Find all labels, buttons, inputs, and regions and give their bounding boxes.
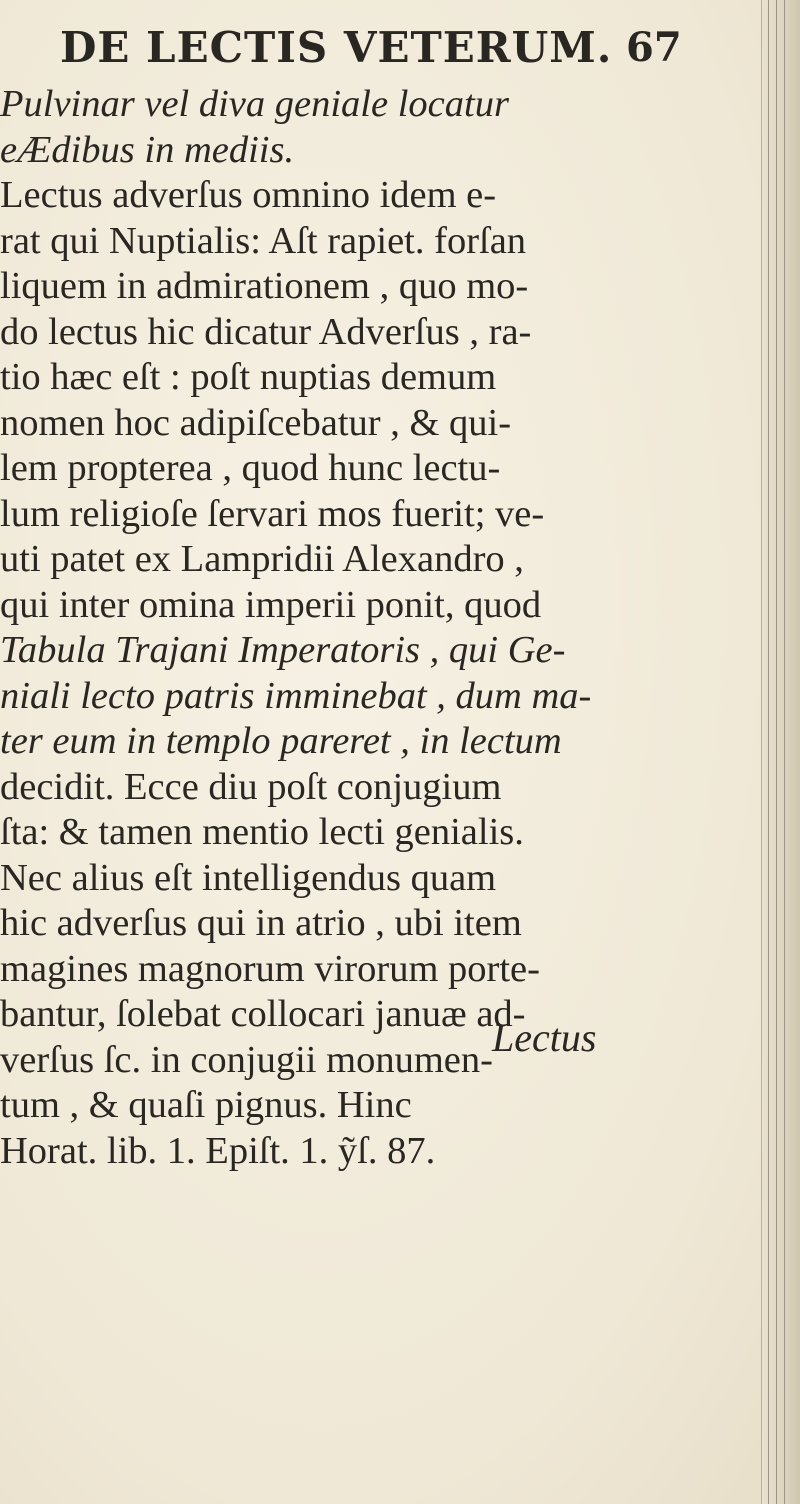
- body-text: [0, 82, 770, 1174]
- text-line: nomen hoc adipiſcebatur , & qui-: [0, 401, 512, 444]
- text-line: Nec alius eſt intelligendus quam: [0, 856, 497, 899]
- text-line: Pulvinar vel diva geniale locatur: [0, 83, 509, 125]
- text-line: Horat. lib. 1. Epiſt. 1. ỹſ. 87.: [0, 1129, 436, 1172]
- text-line: tum , & quaſi pignus. Hinc: [0, 1084, 412, 1126]
- text-line: bantur, ſolebat collocari januæ ad-: [0, 993, 526, 1035]
- text-line: verſus ſc. in conjugii monumen-: [0, 1038, 493, 1081]
- text-line: lum religioſe ſervari mos fuerit; ve-: [0, 492, 545, 535]
- text-line: qui inter omina imperii ponit, quod: [0, 583, 542, 626]
- text-line: liquem in admirationem , quo mo-: [0, 265, 529, 307]
- text-line: Tabula Trajani Imperatoris , qui Ge-: [0, 629, 566, 671]
- text-line: rat qui Nuptialis: Aſt rapiet. forſan: [0, 219, 527, 262]
- catchword: Lectus: [492, 1015, 597, 1060]
- text-line: niali lecto patris imminebat , dum ma-: [0, 674, 592, 717]
- text-line: ſta: & tamen mentio lecti genialis.: [0, 811, 524, 853]
- page-header: [60, 20, 760, 76]
- text-line: eÆdibus in mediis.: [0, 128, 295, 171]
- text-line: ter eum in templo pareret , in lectum: [0, 720, 562, 762]
- text-line: magines magnorum virorum porte-: [0, 947, 540, 990]
- text-line: Lectus adverſus omnino idem e-: [0, 174, 497, 216]
- running-title: DE LECTIS VETERUM.: [60, 23, 613, 72]
- text-line: hic adverſus qui in atrio , ubi item: [0, 902, 522, 944]
- text-line: do lectus hic dicatur Adverſus , ra-: [0, 310, 532, 353]
- text-line: uti patet ex Lampridii Alexandro ,: [0, 538, 524, 580]
- page-number: 67: [626, 24, 682, 71]
- text-line: lem propterea , quod hunc lectu-: [0, 447, 501, 489]
- text-line: decidit. Ecce diu poſt conjugium: [0, 765, 502, 808]
- text-line: tio hæc eſt : poſt nuptias demum: [0, 356, 497, 398]
